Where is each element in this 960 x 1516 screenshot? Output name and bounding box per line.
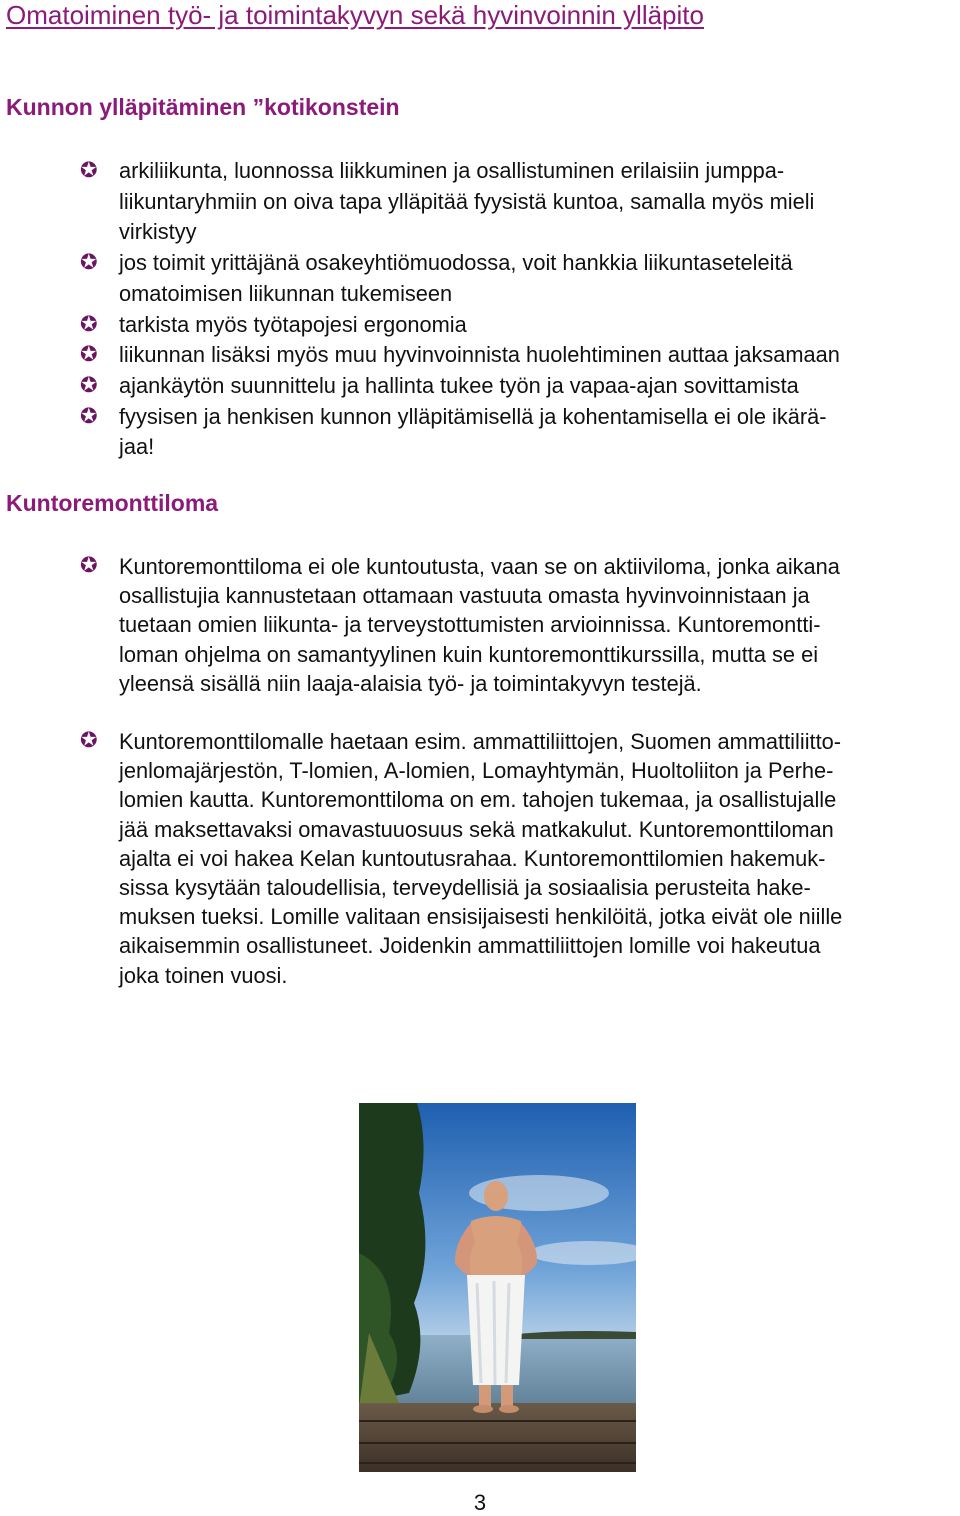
text-line: lomien kautta. Kuntoremonttiloma on em. tahojen tukemaa, ja osallistujalle: [119, 787, 837, 813]
text-line: aikaisemmin osallistuneet. Joidenkin ammattiliittojen lomille voi hakeutua: [119, 933, 821, 959]
bullet-item: [0, 156, 960, 248]
text-line: muksen tueksi. Lomille valitaan ensisijaisesti henkilöitä, jotka eivät ole niille: [119, 904, 843, 930]
star-bullet-icon: ✪: [80, 554, 98, 577]
photo-man-in-towel-on-pier: [359, 1103, 636, 1472]
star-bullet-icon: ✪: [80, 312, 98, 336]
text-line: Kuntoremonttiloma ei ole kuntoutusta, vaan se on aktiiviloma, jonka aikana: [119, 554, 840, 579]
text-line: virkistyy: [119, 219, 197, 245]
text-line: omatoimisen liikunnan tukemiseen: [119, 280, 453, 306]
section-heading-kuntoremonttiloma: Kuntoremonttiloma: [6, 490, 219, 516]
section-heading-kotikonstein: Kunnon ylläpitäminen ”kotikonstein: [6, 94, 400, 120]
text-line: jos toimit yrittäjänä osakeyhtiömuodossa, voit hankkia liikuntaseteleitä: [119, 250, 793, 276]
text-line: joka toinen vuosi.: [119, 962, 288, 988]
paragraph-text: [0, 552, 960, 698]
bullet-item: [0, 340, 960, 371]
bullet-item: [0, 310, 960, 341]
text-line: ajalta ei voi hakea Kelan kuntoutusrahaa. Kuntoremonttilomien hakemuk-: [119, 845, 826, 871]
text-line: ajankäytön suunnittelu ja hallinta tukee työn ja vapaa-ajan sovittamista: [119, 372, 799, 398]
text-line: tuetaan omien liikunta- ja terveystottumisten arvioinnissa. Kuntoremontti-: [119, 612, 821, 638]
text-line: arkiliikunta, luonnossa liikkuminen ja osallistuminen erilaisiin jumppa-: [119, 158, 785, 183]
paragraph-text: [0, 727, 960, 990]
text-line: jaa!: [119, 434, 155, 460]
star-bullet-icon: ✪: [80, 404, 98, 428]
text-line: loman ohjelma on samantyylinen kuin kuntoremonttikurssilla, mutta se ei: [119, 641, 819, 667]
paragraph-kuntoremonttiloma-haku: [0, 727, 960, 990]
text-line: liikunnan lisäksi myös muu hyvinvoinnista huolehtiminen auttaa jaksamaan: [119, 342, 840, 368]
star-bullet-icon: ✪: [80, 373, 98, 397]
text-line: liikuntaryhmiin on oiva tapa ylläpitää fyysistä kuntoa, samalla myös mieli: [119, 188, 815, 214]
paragraph-kuntoremonttiloma-intro: [0, 552, 960, 698]
bullet-item: [0, 371, 960, 402]
bullet-list-kotikonstein: [0, 156, 960, 463]
text-line: fyysisen ja henkisen kunnon ylläpitämisellä ja kohentamisella ei ole ikärä-: [119, 403, 827, 429]
star-bullet-icon: ✪: [80, 159, 98, 182]
page-title: Omatoiminen työ- ja toimintakyvyn sekä hyvinvoinnin ylläpito: [6, 0, 704, 30]
text-line: Kuntoremonttilomalle haetaan esim. ammattiliittojen, Suomen ammattiliitto-: [119, 729, 842, 754]
text-line: tarkista myös työtapojesi ergonomia: [119, 311, 467, 337]
bullet-item: [0, 402, 960, 463]
star-bullet-icon: ✪: [80, 343, 98, 367]
text-line: jää maksettavaksi omavastuuosuus sekä matkakulut. Kuntoremonttiloman: [119, 816, 834, 842]
star-bullet-icon: ✪: [80, 251, 98, 275]
page-number: 3: [473, 1490, 487, 1515]
bullet-item: [0, 248, 960, 309]
star-bullet-icon: ✪: [80, 729, 98, 752]
text-line: jenlomajärjestön, T-lomien, A-lomien, Lomayhtymän, Huoltoliiton ja Perhe-: [119, 758, 834, 784]
text-line: osallistujia kannustetaan ottamaan vastuuta omasta hyvinvoinnistaan ja: [119, 583, 810, 609]
text-line: yleensä sisällä niin laaja-alaisia työ- ja toimintakyvyn testejä.: [119, 670, 702, 696]
text-line: sissa kysytään taloudellisia, terveydellisiä ja sosiaalisia perusteita hake-: [119, 875, 811, 901]
